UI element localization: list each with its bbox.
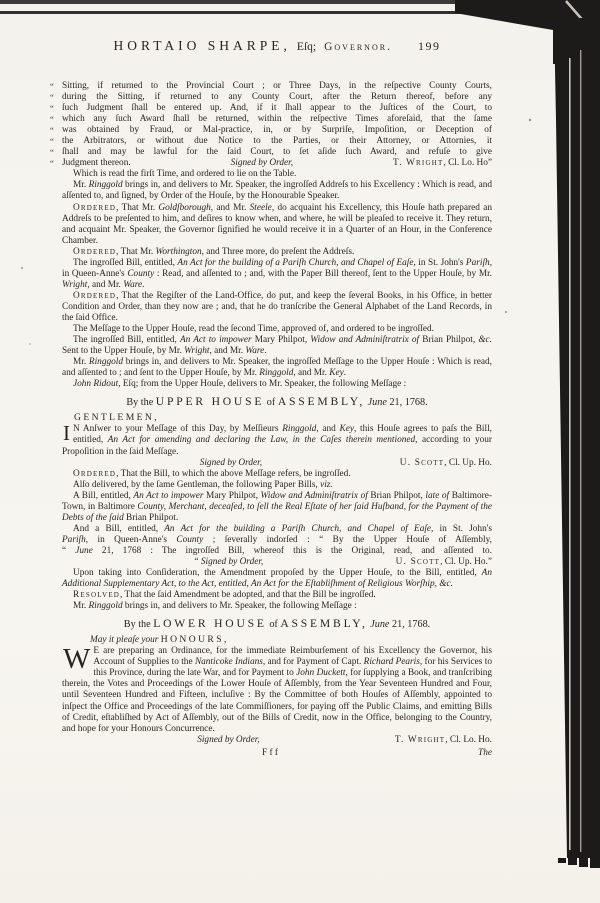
upper-house-message: [62, 421, 492, 457]
text-segment: Ringgold: [259, 368, 294, 379]
text-segment: Ware: [245, 346, 265, 357]
text-segment: , That the Bill, to which the above Meſſage refers, be ingroſſed.: [116, 468, 351, 479]
order-present-address: [62, 247, 492, 258]
text-segment: Widow and Adminiſtratrix of: [310, 335, 420, 346]
text-segment: Baltimore-Town, in Baltimore: [62, 490, 492, 512]
text-line: [50, 114, 492, 125]
text-segment: , That Mr.: [116, 202, 159, 213]
text-segment: brings in, and delivers to Mr. Speaker, the following Meſſage :: [122, 601, 357, 612]
text-segment: An Act for the building of a Pariſh Church, and Chapel of Eaſe,: [177, 257, 416, 268]
text-segment: An Act to impower: [179, 335, 252, 346]
page-edge-highlight-line-1: [569, 58, 571, 850]
text-segment: F f f: [262, 747, 279, 758]
text-segment: during the Sitting, if returned to any County Court, after the Return thereof, before any: [62, 92, 492, 103]
text-segment: the Arbitrators, or without due Notice to the Parties, or their Attorney, or Attornies, it: [62, 136, 492, 147]
text-segment: E are preparing an Ordinance, for the immediate Reimburſement of his Excellency the Governor, his Account of Supplies to the: [93, 646, 492, 668]
text-segment: June: [370, 619, 390, 631]
text-segment: Worthington: [155, 246, 202, 257]
text-segment: , Cl. Up. Ho.: [444, 457, 492, 468]
text-segment: An Act to impower: [133, 490, 204, 501]
text-segment: “: [50, 136, 54, 147]
text-segment: viz.: [320, 479, 333, 490]
text-segment: of: [264, 397, 278, 409]
text-segment: By the: [123, 619, 154, 631]
edge-step-1: [558, 858, 566, 863]
text-segment: late of: [425, 490, 450, 501]
text-segment: Ringgold: [282, 424, 317, 435]
lower-house-heading: [62, 618, 492, 630]
text-segment: , in Queen-Anne's: [85, 534, 177, 545]
order-acquaint-governor: [62, 203, 492, 247]
text-segment: in St. John's: [415, 257, 466, 268]
salutation-gentlemen: [62, 412, 492, 424]
text-segment: A Bill, entitled,: [73, 490, 134, 501]
edge-step-4: [590, 858, 600, 868]
text-segment: County, Merchant, deceaſed, to ſell the Real Eſtate of her ſaid Huſband, for the Payment of the Debts of the ſaid: [62, 501, 493, 523]
text-segment: ASSEMBLY,: [280, 617, 368, 631]
text-line: [50, 147, 492, 158]
text-segment: , Eſq; from the Upper Houſe, delivers to Mr. Speaker, the following Meſſage :: [118, 379, 407, 390]
text-segment: Key: [339, 424, 354, 435]
text-segment: Mr.: [73, 601, 89, 612]
text-segment: Mr.: [73, 357, 89, 368]
text-segment: Goldſborough: [158, 202, 211, 213]
edge-step-3: [579, 858, 588, 867]
text-segment: ASSEMBLY,: [277, 395, 366, 409]
text-segment: , That the Regiſter of the Land-Office, do put, and keep the ſeveral Books, in his Office, in better Condition and Order, than they now are ; and, that he do tranſcribe the General Alphabet of the Land Records, in the ſaid Office.: [62, 290, 492, 323]
page-number: 199: [417, 39, 441, 53]
text-segment: , for his Services to this Province, during the late War, and for Payment to: [93, 657, 492, 679]
text-segment: 21, 1768.: [386, 397, 428, 409]
text-segment: Ordered: [73, 290, 117, 301]
minute-philpot-bill-sent: [62, 335, 492, 357]
text-segment: , and Mr.: [210, 202, 250, 213]
text-segment: which any ſuch Award ſhall be returned, within the reſpective Times aforeſaid, that the ſame: [62, 114, 492, 125]
signature-right: [400, 458, 492, 469]
text-segment: The Meſſage to the Upper Houſe, read the ſecond Time, approved of, and ordered to be ingroſſed.: [73, 324, 434, 335]
text-segment: of: [266, 619, 281, 631]
text-segment: , and Mr.: [209, 346, 246, 357]
text-line: [50, 103, 492, 114]
text-segment: Signed by Order,: [197, 734, 260, 745]
signature-center: [131, 158, 393, 169]
text-segment: , in Queen-Anne's: [62, 257, 493, 279]
resolution-amendment: [62, 590, 492, 601]
text-segment: Key: [329, 368, 344, 379]
top-edge-strip: [0, 0, 600, 4]
text-line: [62, 546, 492, 557]
text-segment: The ingroſſed Bill, entitled,: [73, 257, 178, 268]
text-segment: T. Wright: [393, 158, 444, 169]
minute-message-second-reading: [62, 324, 492, 335]
page-edge-highlight-line-2: [580, 50, 581, 852]
text-segment: “: [50, 103, 54, 114]
text-segment: “: [50, 114, 54, 125]
text-segment: Brian Philpot.: [123, 512, 179, 523]
text-segment: Brian Philpot,: [367, 490, 426, 501]
text-segment: ; ſeverally indorſed : “ By the Upper Houſe of Aſſembly,: [203, 534, 492, 545]
text-segment: June: [75, 545, 93, 556]
text-segment: , Cl. Lo. Ho”: [443, 158, 492, 169]
minute-paper-bills: [62, 480, 492, 491]
upper-house-heading: [62, 396, 492, 408]
text-segment: Mary Philpot,: [251, 335, 311, 346]
text-segment: 21, 1768.: [389, 619, 431, 631]
text-segment: , Cl. Up. Ho.”: [440, 556, 492, 567]
signature-right: [396, 557, 492, 568]
signature-center: [62, 735, 395, 746]
edge-step-2: [568, 858, 577, 865]
signature-center: [62, 748, 478, 759]
text-segment: Ware: [123, 279, 143, 290]
corner-page-edge-highlight: [566, 1, 600, 40]
running-title-suffix: Eſq;: [296, 41, 317, 53]
text-segment: Nanticoke Indians: [194, 657, 263, 668]
text-segment: The ingroſſed Bill, entitled,: [73, 335, 180, 346]
upper-house-signature: [62, 458, 492, 469]
text-segment: An Additional Supplementary Act, to the Act, entitled, An Act for the Eſtabliſhment of Religious Worſhip, &c.: [62, 568, 492, 590]
text-segment: Pariſh: [62, 534, 86, 545]
parish-bill-signature: [62, 557, 492, 568]
signature-center: [62, 557, 396, 568]
text-segment: Richard Pearis: [363, 657, 420, 668]
text-segment: brings in, and delivers to Mr. Speaker, the ingroſſed Addreſs to his Excellency : Which is read, and aſſented to, and ſigned, by Order of the Houſe, by the Honourable Speaker.: [62, 180, 493, 202]
minute-amendment-consideration: [62, 568, 492, 590]
signature-right: [395, 735, 492, 746]
running-title-role: Governor.: [324, 41, 392, 53]
text-segment: , for ſupplying a Book, and tranſcribing therein, the Votes and Proceedings of the Lower Houſe of Aſſembly, from the Year Seventeen Hundred and Four, until Seventeen Hundred and Fifteen, incluſive : By the Committee of both Houſes of Aſſembly, appointed to inſpect the Office and Proceedings of the late Commiſſioners, for paying off the Public Claims, and emitting Bills of Credit, eſtabliſhed by Act of Aſſembly, out of the Bills of Credit, now in the Office, belonging to the Country, and hope for your Honours Concurrence.: [62, 668, 492, 734]
philpot-bill-description: [62, 491, 492, 524]
text-segment: Mr.: [73, 180, 89, 191]
text-segment: , That the ſaid Amendment be adopted, and that the Bill be ingroſſed.: [120, 590, 376, 601]
signature-right: [393, 158, 492, 169]
text-segment: The: [478, 747, 492, 758]
text-segment: Ringgold: [88, 357, 124, 368]
text-segment: , and: [316, 424, 340, 435]
text-segment: May it pleaſe your: [90, 635, 161, 646]
text-segment: Ordered: [73, 468, 117, 479]
text-segment: 21, 1768 : The ingroſſed Bill, whereof this is the Original, read, and aſſented to.: [92, 545, 493, 556]
scan-speck: [29, 343, 31, 345]
text-line: [62, 535, 492, 546]
text-segment: brings in, and delivers to Mr. Speaker, the ingroſſed Meſſage to the Upper Houſe : Which is read, and aſſented to ; and ſent to the Upper Houſe, by Mr.: [62, 357, 492, 379]
text-segment: Resolved: [73, 590, 121, 601]
scan-speck: [21, 267, 23, 269]
text-segment: ſuch Judgment ſhall be entered up. And, if it ſhall appear to the Juſtices of the Court, to: [62, 103, 492, 114]
text-line: [50, 125, 492, 136]
text-segment: HONOURS,: [160, 634, 229, 646]
text-segment: Signed by Order,: [200, 556, 264, 567]
text-segment: U. Scott: [399, 457, 445, 468]
page-body: [50, 81, 493, 759]
text-segment: “: [50, 158, 54, 169]
text-line: [50, 81, 492, 92]
minute-address-delivered: [62, 180, 492, 202]
minute-ridout-message: [62, 379, 492, 390]
minute-ringgold-message: [62, 601, 492, 612]
text-line: [50, 92, 492, 103]
text-segment: “: [194, 556, 201, 567]
text-segment: Sent to the Upper Houſe, by Mr.: [62, 346, 185, 357]
text-segment: according to your Propoſition in the ſaid Meſſage.: [62, 435, 492, 457]
minute-parish-church-bill: [62, 258, 492, 291]
text-segment: , That Mr.: [116, 246, 156, 257]
lower-house-message: [62, 643, 492, 734]
text-segment: ſhall and may be lawful for the ſaid Court, to ſet aſide ſuch Award, and refuſe to give: [62, 147, 492, 158]
text-segment: Pariſh: [465, 257, 490, 268]
text-segment: Widow and Adminiſtratrix of: [260, 490, 368, 501]
text-segment: Alſo delivered, by the ſame Gentleman, the following Paper Bills,: [73, 479, 321, 490]
text-segment: Steele: [249, 202, 272, 213]
text-segment: : Read, and aſſented to ; and, with the Paper Bill thereof, ſent to the Upper Houſe, by Mr.: [154, 268, 493, 279]
running-title: HORTAIO SHARPE,: [113, 38, 291, 53]
text-segment: Signed by Order,: [230, 158, 294, 169]
text-segment: Sitting, if returned to the Provincial Court ; or Three Days, in the reſpective County Courts,: [62, 81, 492, 91]
signature-center: [62, 458, 400, 469]
drop-cap: I: [63, 421, 70, 446]
text-segment: An Act for amending and declaring the Law, in the Caſes therein mentioned,: [107, 435, 418, 446]
text-segment: , Cl. Lo. Ho.: [445, 734, 492, 745]
text-segment: Mary Philpot,: [203, 490, 261, 501]
text-segment: , and Three more, do preſent the Addreſs.: [201, 246, 355, 257]
text-segment: Ringgold: [88, 180, 123, 191]
drop-cap: W: [63, 643, 91, 676]
text-segment: Upon taking into Conſideration, the Amendment propoſed by the Upper Houſe, to the Bill, entitled,: [73, 568, 482, 579]
order-bill-ingrossed: [62, 469, 492, 480]
text-segment: “: [50, 125, 54, 136]
text-segment: Wright: [62, 279, 88, 290]
text-segment: Judgment thereon.: [62, 158, 131, 169]
text-segment: &c.: [478, 335, 493, 346]
text-segment: Wright: [184, 346, 210, 357]
lower-house-signature: [62, 735, 492, 746]
text-segment: N Anſwer to your Meſſage of this Day, by Meſſieurs: [73, 424, 283, 435]
page-header: [62, 37, 492, 55]
minute-message-sent: [62, 357, 492, 379]
text-segment: UPPER HOUSE: [155, 395, 265, 409]
text-segment: Brian Philpot,: [419, 335, 479, 346]
text-segment: in St. John's: [433, 523, 493, 534]
text-segment: John Duckett: [296, 668, 346, 679]
top-rule-line: [0, 11, 550, 14]
text-segment: “: [50, 147, 54, 158]
scan-speck: [529, 119, 531, 121]
signature-left: [50, 158, 131, 169]
minute-first-reading: [62, 169, 492, 180]
text-segment: , and Mr.: [87, 279, 124, 290]
text-segment: LOWER HOUSE: [153, 617, 267, 631]
right-page-edges: [554, 18, 600, 858]
text-segment: was obtained by Fraud, or Mal-practice, in, or by Surpriſe, Impoſition, or Deception of: [62, 125, 492, 136]
text-line: [50, 136, 492, 147]
text-segment: County: [176, 534, 204, 545]
text-segment: Ringgold: [88, 601, 123, 612]
text-segment: By the: [126, 397, 156, 409]
text-segment: , and Mr.: [293, 368, 330, 379]
text-segment: “: [50, 81, 54, 91]
parish-church-bill-description: [62, 524, 492, 557]
signature-mark-row: [62, 748, 492, 759]
order-land-office: [62, 291, 492, 324]
text-segment: And a Bill, entitled,: [73, 523, 165, 534]
text-segment: Ordered: [73, 202, 117, 213]
text-segment: “: [50, 92, 54, 103]
text-segment: T. Wright: [394, 734, 446, 745]
text-segment: U. Scott: [395, 556, 441, 567]
text-segment: .: [142, 279, 145, 290]
text-line: [62, 524, 492, 535]
text-segment: “: [62, 545, 76, 556]
salutation-honours: [62, 634, 492, 646]
text-segment: Ordered: [73, 246, 117, 257]
text-segment: GENTLEMEN,: [74, 412, 160, 424]
text-segment: Which is read the firſt Time, and ordered to lie on the Table.: [73, 169, 297, 180]
text-segment: Signed by Order,: [199, 457, 263, 468]
text-segment: June: [367, 397, 387, 409]
text-segment: John Ridout: [73, 379, 119, 390]
text-segment: County: [127, 268, 155, 279]
text-segment: .: [264, 346, 267, 357]
scan-speck: [505, 311, 507, 313]
text-segment: , and for Payment of Capt.: [262, 657, 364, 668]
signature-right: [478, 748, 492, 759]
text-segment: An Act for the building a Pariſh Church, and Chapel of Eaſe,: [164, 523, 434, 534]
quoted-extract: [50, 81, 492, 158]
extract-signature: [50, 158, 492, 169]
text-segment: , this Houſe agrees to paſs the Bill, entitled,: [73, 424, 492, 446]
text-segment: , do acquaint his Excellency, this Houſe hath prepared an Addreſs to be preſented to him, and deſires to know when, and where, he will be pleaſed to receive it. They return, and acquaint Mr. Speaker, the Governor ſignified he would receive it in a Quarter of an Hour, in the Conference Chamber.: [62, 202, 492, 246]
text-segment: .: [343, 368, 347, 379]
